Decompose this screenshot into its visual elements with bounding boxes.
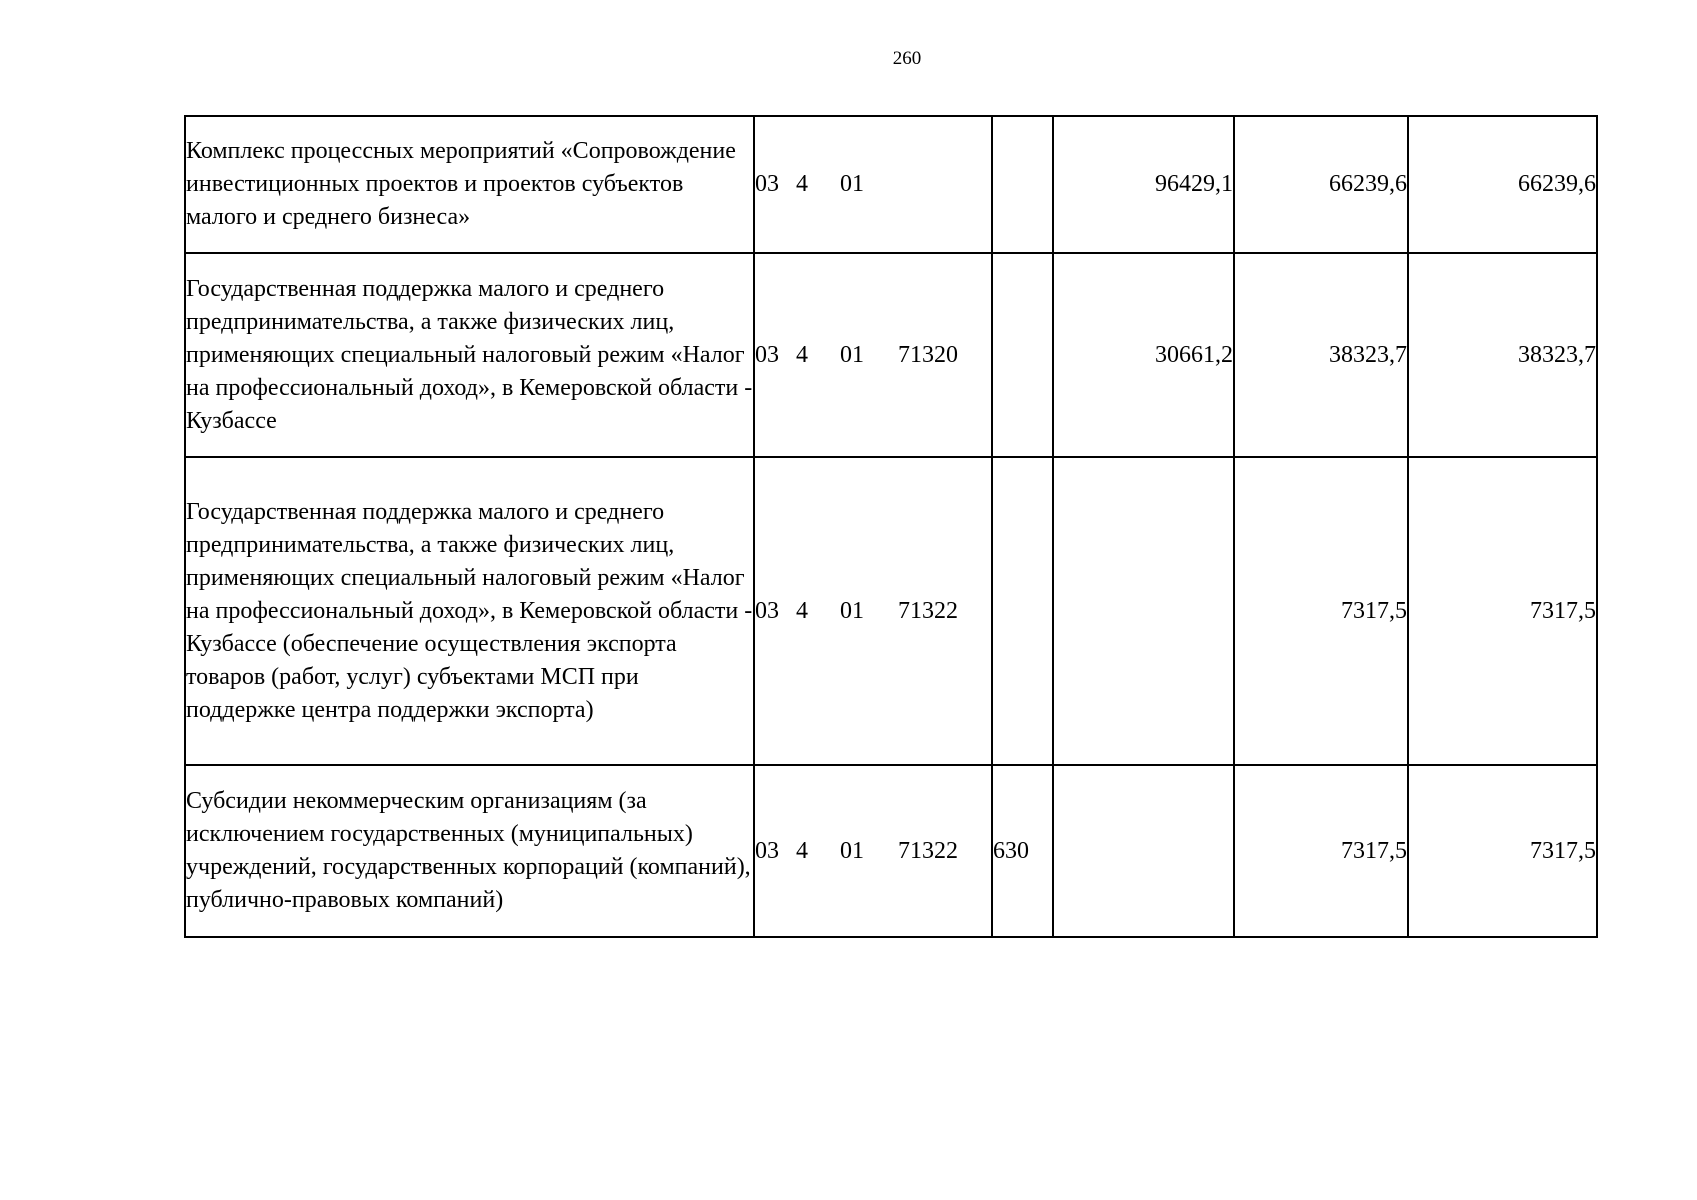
budget-code-cell xyxy=(754,116,992,253)
value-3: 7317,5 xyxy=(1408,765,1597,937)
row-description: Государственная поддержка малого и среднего предпринимательства, а также физических лиц, применяющих специальный налоговый режим «Налог на профессиональный доход», в Кемеровской области - Кузбассе (обеспечение осуществления экспорта товаров (работ, услуг) субъектами МСП при поддержке центра поддержки экспорта) xyxy=(185,457,754,765)
row-description: Государственная поддержка малого и среднего предпринимательства, а также физических лиц, применяющих специальный налоговый режим «Налог на профессиональный доход», в Кемеровской области - Кузбассе xyxy=(185,253,754,457)
table-row xyxy=(185,765,1597,937)
program-code: 03 xyxy=(755,171,779,197)
value-2: 7317,5 xyxy=(1234,765,1408,937)
value-3: 7317,5 xyxy=(1408,457,1597,765)
expense-type-code: 630 xyxy=(992,765,1053,937)
expense-type-code xyxy=(992,253,1053,457)
subprogram-code: 4 xyxy=(796,837,808,864)
row-description: Субсидии некоммерческим организациям (за исключением государственных (муниципальных) учреждений, государственных корпораций (компаний), публично-правовых компаний) xyxy=(185,765,754,937)
event-code: 01 xyxy=(840,341,864,368)
table-row xyxy=(185,253,1597,457)
budget-code-cell xyxy=(754,765,992,937)
event-code: 01 xyxy=(840,837,864,864)
expense-type-code xyxy=(992,457,1053,765)
row-description: Комплекс процессных мероприятий «Сопровождение инвестиционных проектов и проектов субъектов малого и среднего бизнеса» xyxy=(185,116,754,253)
program-code: 03 xyxy=(755,597,779,624)
direction-code: 71322 xyxy=(898,597,958,624)
program-code: 03 xyxy=(755,837,779,864)
event-code: 01 xyxy=(840,597,864,624)
value-3: 38323,7 xyxy=(1408,253,1597,457)
value-3: 66239,6 xyxy=(1408,116,1597,253)
subprogram-code: 4 xyxy=(796,341,808,368)
page-number: 260 xyxy=(892,48,922,69)
value-2: 38323,7 xyxy=(1234,253,1408,457)
value-2: 66239,6 xyxy=(1234,116,1408,253)
program-code: 03 xyxy=(755,341,779,368)
subprogram-code: 4 xyxy=(796,171,808,197)
value-2: 7317,5 xyxy=(1234,457,1408,765)
table-row xyxy=(185,116,1597,253)
value-1: 30661,2 xyxy=(1053,253,1234,457)
value-1 xyxy=(1053,457,1234,765)
value-1 xyxy=(1053,765,1234,937)
table-row xyxy=(185,457,1597,765)
budget-code-cell xyxy=(754,457,992,765)
expense-type-code xyxy=(992,116,1053,253)
value-1: 96429,1 xyxy=(1053,116,1234,253)
direction-code: 71320 xyxy=(898,341,958,368)
subprogram-code: 4 xyxy=(796,597,808,624)
budget-code-cell xyxy=(754,253,992,457)
direction-code: 71322 xyxy=(898,837,958,864)
budget-table xyxy=(184,115,1598,938)
event-code: 01 xyxy=(840,171,864,197)
